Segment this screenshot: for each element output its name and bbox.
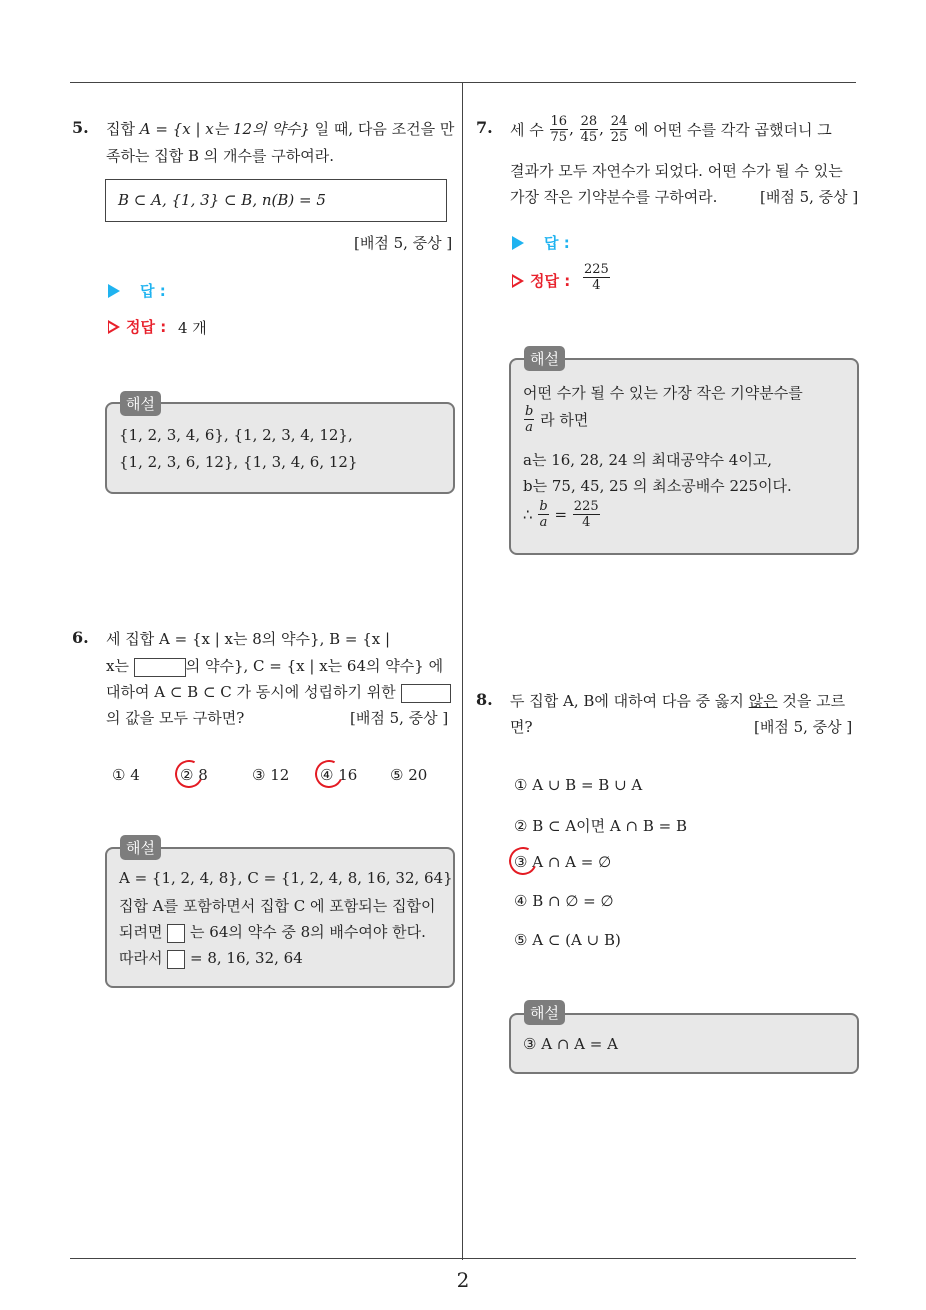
question-6-solution-tag: 해설 — [120, 835, 161, 860]
question-7-solution-line1: 어떤 수가 될 수 있는 가장 작은 기약분수를 — [523, 384, 803, 402]
question-7-number: 7. — [476, 118, 493, 137]
question-5-condition: B ⊂ A, {1, 3} ⊂ B, n(B) = 5 — [118, 191, 326, 209]
question-5-solution-line1: {1, 2, 3, 4, 6}, {1, 2, 3, 4, 12}, — [119, 426, 353, 444]
question-7-solution-box — [509, 358, 859, 555]
outline-play-icon — [512, 274, 524, 288]
question-6-text-line1: 세 집합 A = {x | x는 8의 약수}, B = {x | — [106, 630, 391, 648]
fraction: $\frac{28}{45}$ — [580, 114, 598, 145]
question-5-solution-tag: 해설 — [120, 391, 161, 416]
fraction: $\frac{b}{a}$ — [539, 499, 548, 530]
question-6-score: [배점 5, 중상 ] — [350, 709, 449, 727]
marked-circle-icon — [171, 756, 207, 792]
outline-play-icon — [108, 320, 120, 334]
question-7-solution-line3: a는 16, 28, 24 의 최대공약수 4이고, — [523, 451, 773, 469]
question-6-text-line2: x는 의 약수}, C = {x | x는 64의 약수} 에 — [106, 657, 444, 675]
question-5-score: [배점 5, 중상 ] — [354, 234, 453, 252]
marked-circle-icon — [311, 756, 347, 792]
marked-circle-icon — [505, 843, 541, 879]
question-6-choice-1[interactable]: ① 4 — [112, 766, 140, 784]
question-5-solution-line2: {1, 2, 3, 6, 12}, {1, 3, 4, 6, 12} — [119, 453, 358, 471]
question-7-solution-tag: 해설 — [524, 346, 565, 371]
question-5-correct-label: 정답 : — [108, 316, 166, 337]
question-5-answer-label: 답 : — [108, 280, 166, 301]
question-8-choice-3[interactable]: ③ A ∩ A = ∅ — [514, 853, 612, 871]
question-6-text-line3: 대하여 A ⊂ B ⊂ C 가 동시에 성립하기 위한 — [106, 681, 451, 703]
question-7-text-line3: 가장 작은 기약분수를 구하여라. — [510, 188, 718, 206]
question-8-choice-5[interactable]: ⑤ A ⊂ (A ∪ B) — [514, 931, 621, 949]
question-8-solution-line1: ③ A ∩ A = A — [523, 1035, 618, 1053]
question-6-blank — [401, 684, 451, 703]
play-icon — [512, 236, 524, 250]
question-7-solution-line5: ∴ $\frac{b}{a}$ = $\frac{225}{4}$ — [523, 499, 599, 530]
question-7-score: [배점 5, 중상 ] — [760, 188, 859, 206]
question-8-choice-1[interactable]: ① A ∪ B = B ∪ A — [514, 776, 643, 794]
question-8-number: 8. — [476, 690, 493, 709]
top-rule — [70, 82, 856, 83]
question-6-blank — [134, 658, 186, 677]
question-6-solution-line4: 따라서 = 8, 16, 32, 64 — [119, 949, 303, 967]
question-8-score: [배점 5, 중상 ] — [754, 718, 853, 736]
question-6-solution-line1: A = {1, 2, 4, 8}, C = {1, 2, 4, 8, 16, 32, 64} — [119, 869, 453, 887]
question-8-choice-2[interactable]: ② B ⊂ A이면 A ∩ B = B — [514, 817, 688, 835]
fraction: $\frac{b}{a}$ — [525, 404, 534, 435]
question-5-text-line1: 집합 A = {x | x는 12의 약수} 일 때, 다음 조건을 만 — [106, 120, 455, 138]
fraction: $\frac{225}{4}$ — [573, 499, 599, 530]
question-6-solution-box — [105, 847, 455, 988]
question-6-number: 6. — [72, 628, 89, 647]
question-8-solution-tag: 해설 — [524, 1000, 565, 1025]
question-5-number: 5. — [72, 118, 89, 137]
question-7-answer-label: 답 : — [512, 232, 570, 253]
question-6-choice-3[interactable]: ③ 12 — [252, 766, 290, 784]
page-number: 2 — [456, 1268, 470, 1292]
question-6-blank — [167, 950, 185, 969]
question-5-correct-value: 4 개 — [178, 319, 207, 337]
question-7-solution-line4: b는 75, 45, 25 의 최소공배수 225이다. — [523, 477, 792, 495]
question-6-choice-5[interactable]: ⑤ 20 — [390, 766, 428, 784]
question-7-correct-label: 정답 : — [512, 270, 570, 291]
question-6-solution-line3: 되려면 는 64의 약수 중 8의 배수여야 한다. — [119, 923, 426, 941]
fraction: $\frac{24}{25}$ — [610, 114, 628, 145]
question-5-condition-box — [105, 179, 447, 222]
column-divider — [462, 82, 463, 1260]
question-6-choice-2[interactable]: ② 8 — [180, 766, 208, 784]
question-7-text-line1: 세 수 $\frac{16}{75}$ , $\frac{28}{45}$ , $\frac{24}{25}$ 에 어떤 수를 각각 곱했더니 그 — [510, 114, 832, 145]
question-8-text-line1: 두 집합 A, B에 대하여 다음 중 옳지 않은 것을 고르 — [510, 692, 846, 710]
question-7-solution-line2: $\frac{b}{a}$ 라 하면 — [525, 404, 589, 435]
question-8-choice-4[interactable]: ④ B ∩ ∅ = ∅ — [514, 892, 614, 910]
question-6-text-line4: 의 값을 모두 구하면? — [106, 709, 245, 727]
question-6-solution-line2: 집합 A를 포함하면서 집합 C 에 포함되는 집합이 — [119, 897, 436, 915]
question-6-blank — [167, 924, 185, 943]
bottom-rule — [70, 1258, 856, 1259]
question-5-text-line2: 족하는 집합 B 의 개수를 구하여라. — [106, 147, 335, 165]
question-7-text-line2: 결과가 모두 자연수가 되었다. 어떤 수가 될 수 있는 — [510, 162, 843, 180]
fraction: $\frac{16}{75}$ — [550, 114, 568, 145]
question-7-correct-value — [582, 262, 611, 293]
question-8-text-line2: 면? — [510, 718, 533, 736]
play-icon — [108, 284, 120, 298]
question-5-solution-box — [105, 402, 455, 494]
question-6-choice-4[interactable]: ④ 16 — [320, 766, 358, 784]
fraction: $\frac{225}{4}$ — [584, 262, 609, 293]
